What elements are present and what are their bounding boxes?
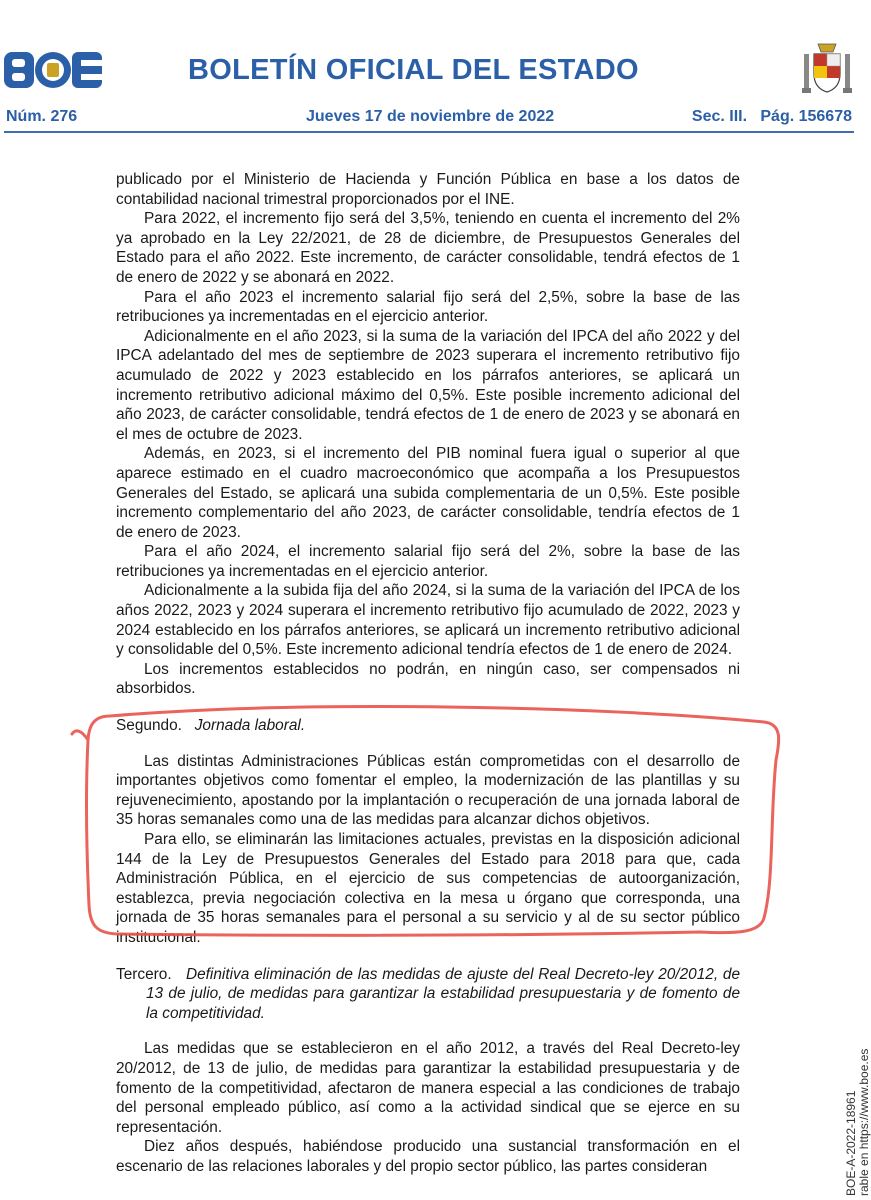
page-title: BOLETÍN OFICIAL DEL ESTADO xyxy=(188,54,639,86)
paragraph: Las distintas Administraciones Públicas están comprometidas con el desarrollo de importantes objetivos como fomentar el empleo, la modernización de las plantillas y su rejuvenecimiento, apostando por la implantación o recuperación de una jornada laboral de 35 horas semanales como una de las medidas para alcanzar dichos objetivos. xyxy=(116,752,740,829)
paragraph: Además, en 2023, si el incremento del PIB nominal fuera igual o superior al que aparece estimado en el cuadro macroeconómico que acompaña a los Presupuestos Generales del Estado, se aplicará una subida complementaria de un 0,5%. Este posible incremento complementario del año 2023, de carácter consolidable, tendría efectos de 1 de enero de 2023. xyxy=(116,445,740,541)
section-title: Definitiva eliminación de las medidas de ajuste del Real Decreto-ley 20/2012, de 13 de julio, de medidas para garantizar la estabilidad presupuestaria y de fomento de la competitividad. xyxy=(146,965,741,1022)
document-code: BOE-A-2022-18961 xyxy=(844,1090,858,1196)
verification-url: rable en https://www.boe.es xyxy=(857,1048,871,1196)
coat-of-arms-icon xyxy=(800,40,854,96)
section-label: Tercero. xyxy=(116,965,172,983)
paragraph: Para ello, se eliminarán las limitaciones actuales, previstas en la disposición adicional 144 de la Ley de Presupuestos Generales del Estado para 2018 para que, cada Administración Pública, en el ejercicio de sus competencias de autoorganización, establezca, previa negociación colectiva en la mesa u órgano que corresponda, una jornada de 35 horas semanales para el personal a su servicio y al de su sector público institucional. xyxy=(116,831,740,946)
section-heading-tercero xyxy=(116,965,740,1024)
paragraph: Adicionalmente a la subida fija del año 2024, si la suma de la variación del IPCA de los años 2022, 2023 y 2024 superara el incremento retributivo fijo acumulado de 2022, 2023 y 2024 establecido en los párrafos anteriores, se aplicará un incremento retributivo adicional y consolidable del 0,5%. Este incremento adicional tendría efectos de 1 de enero de 2024. xyxy=(116,582,740,659)
boe-logo xyxy=(4,50,102,90)
paragraph: Los incrementos establecidos no podrán, en ningún caso, ser compensados ni absorbidos. xyxy=(116,660,740,698)
paragraph: Adicionalmente en el año 2023, si la suma de la variación del IPCA del año 2022 y del IPCA adelantado del mes de septiembre de 2023 superara el incremento retributivo fijo acumulado de 2022 y 2023 establecido en los párrafos anteriores, se aplicará un incremento retributivo adicional máximo del 0,5%. Este posible incremento adicional del año 2023, de carácter consolidable, tendrá efectos de 1 de enero de 2023 y se abonará en el mes de octubre de 2023. xyxy=(116,327,740,443)
paragraph: publicado por el Ministerio de Hacienda y Función Pública en base a los datos de contabilidad nacional trimestral proporcionados por el INE. xyxy=(116,171,740,208)
paragraph: Para el año 2024, el incremento salarial fijo será del 2%, sobre la base de las retribuciones ya incrementadas en el ejercicio anterior. xyxy=(116,543,740,580)
section-label: Segundo. xyxy=(116,717,182,735)
paragraph: Diez años después, habiéndose producido una sustancial transformación en el escenario de las relaciones laborales y del propio sector público, las partes consideran xyxy=(116,1138,740,1175)
paragraph: Las medidas que se establecieron en el año 2012, a través del Real Decreto-ley 20/2012, de 13 de julio, de medidas para garantizar la estabilidad presupuestaria y de fomento de la competitividad, afectaron de manera especial a las condiciones de trabajo del personal empleado público, así como a la actividad sindical que se ejerce en su representación. xyxy=(116,1040,740,1136)
section-title: Jornada laboral. xyxy=(194,717,306,735)
paragraph: Para 2022, el incremento fijo será del 3,5%, teniendo en cuenta el incremento del 2% ya aprobado en la Ley 22/2021, de 28 de diciembre, de Presupuestos Generales del Estado para el año 2022. Este incremento, de carácter consolidable, tendrá efectos de 1 de enero de 2022 y se abonará en 2022. xyxy=(116,210,740,286)
section-heading-segundo xyxy=(116,716,740,736)
publication-date: Jueves 17 de noviembre de 2022 xyxy=(306,108,555,125)
header-divider xyxy=(4,131,854,133)
paragraph: Para el año 2023 el incremento salarial fijo será del 2,5%, sobre la base de las retribuciones ya incrementadas en el ejercicio anterior. xyxy=(116,288,740,326)
document-body xyxy=(116,170,740,1177)
section-page: Sec. III. Pág. 156678 xyxy=(691,108,852,125)
bulletin-number: Núm. 276 xyxy=(6,108,78,125)
